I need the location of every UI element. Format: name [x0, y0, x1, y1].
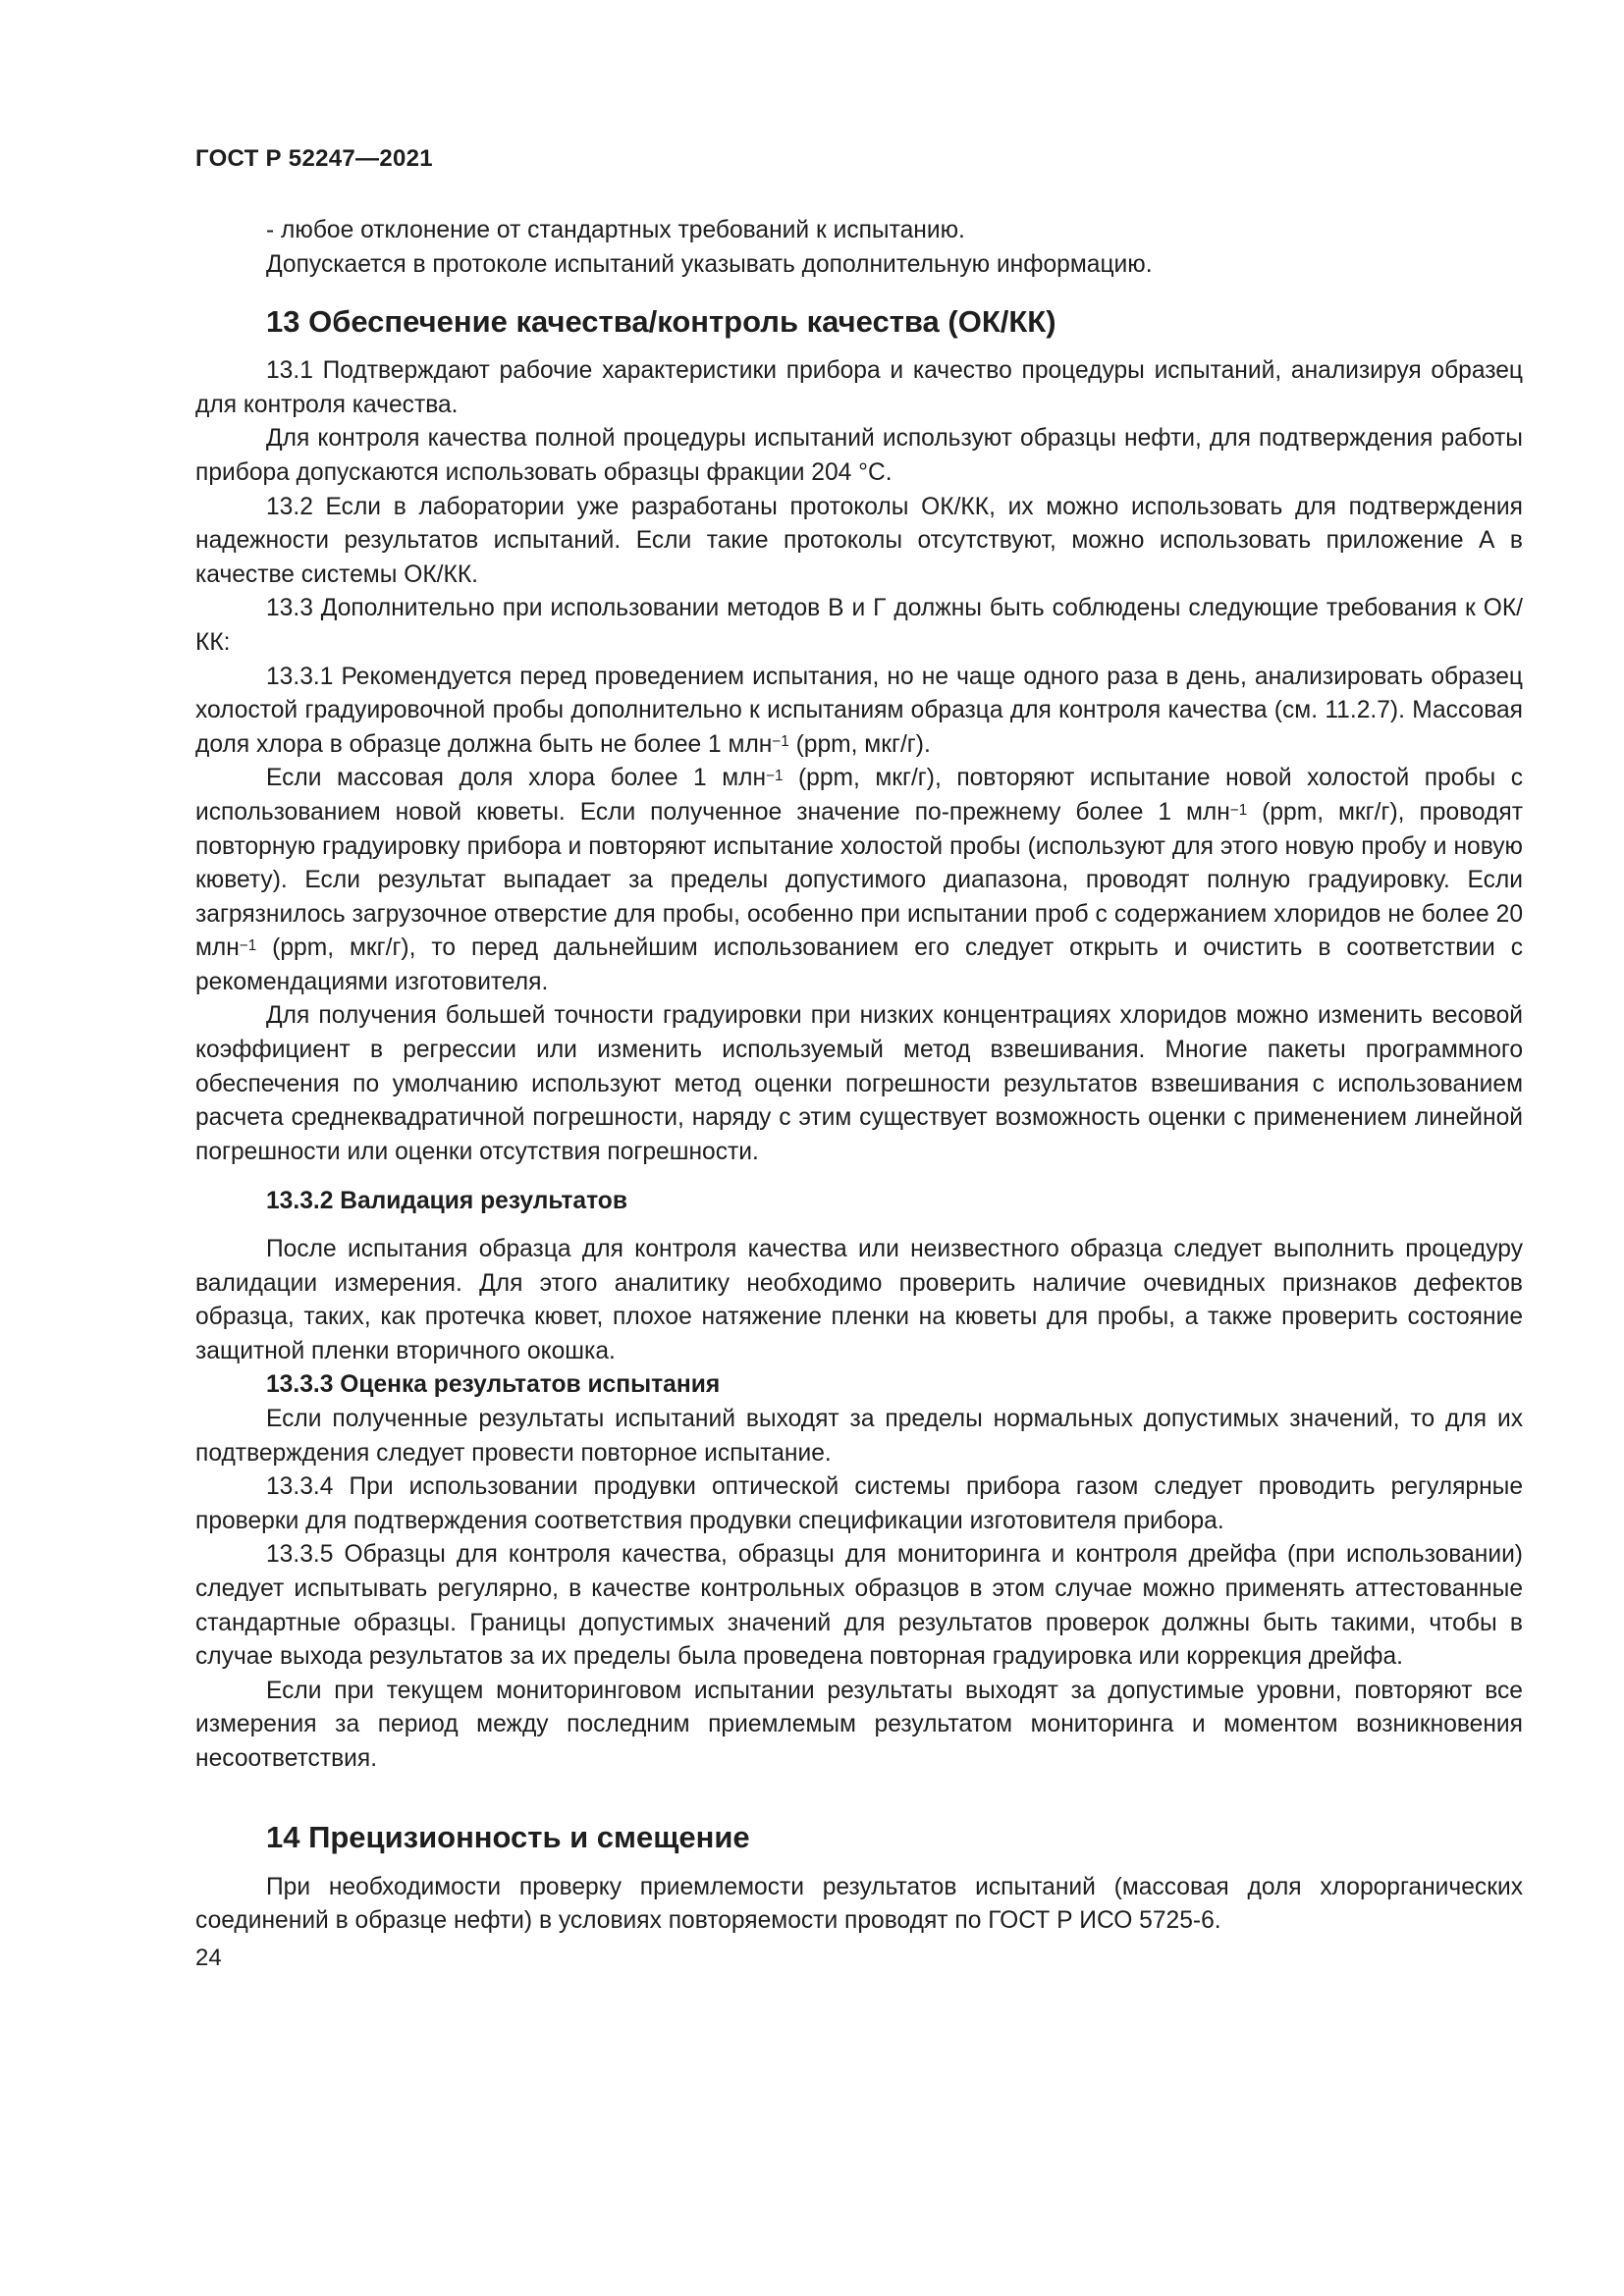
document-code-header: ГОСТ Р 52247—2021	[195, 145, 433, 172]
subsection-13-3-2-heading: 13.3.2 Валидация результатов	[266, 1188, 627, 1215]
paragraph-calibration-precision: Для получения большей точности градуировки при низких концентрациях хлоридов можно изменить весовой коэффициент в регрессии или изменить используемый метод взвешивания. Многие пакеты программного обеспечения по умолчанию используют метод оценки погрешности результатов взвешивания с использованием расчета среднеквадратичной погрешности, наряду с этим существует возможность оценки с применением линейной погрешности или оценки отсутствия погрешности.	[195, 1002, 1523, 1165]
paragraph-blank-sample	[195, 762, 1523, 999]
document-page	[195, 145, 1523, 1972]
paragraph-blank-text-1: Если массовая доля хлора более 1 млн	[266, 765, 767, 792]
paragraph-13-3-1	[195, 661, 1523, 763]
paragraph-13-3-2: После испытания образца для контроля качества или неизвестного образца следует выполнить процедуру валидации измерения. Для этого аналитику необходимо проверить наличие очевидных признаков дефектов образца, таких, как протечка кювет, плохое натяжение пленки на кюветы для пробы, а также проверить состояние защитной пленки вторичного окошка.	[195, 1236, 1523, 1364]
superscript-minus-one: −1	[772, 733, 789, 751]
paragraph-13-3-5: 13.3.5 Образцы для контроля качества, образцы для мониторинга и контроля дрейфа (при использовании) следует испытывать регулярно, в качестве контрольных образцов в этом случае можно применять аттестованные стандартные образцы. Границы допустимых значений для результатов проверок должны быть такими, чтобы в случае выхода результатов за их пределы была проведена повторная градуировка или коррекция дрейфа.	[195, 1541, 1523, 1671]
section-13-heading: 13 Обеспечение качества/контроль качества (ОК/КК)	[266, 304, 1056, 340]
paragraph-13-3: 13.3 Дополнительно при использовании методов В и Г должны быть соблюдены следующие требования к ОК/КК:	[195, 595, 1523, 656]
section-14-heading: 14 Прецизионность и смещение	[266, 1819, 750, 1854]
paragraph-13-3-1-text-2: (ppm, мкг/г).	[788, 730, 931, 758]
paragraph-blank-text-3: (ppm, мкг/г), проводят повторную градуировку прибора и повторяют испытание холостой пробы (используют для этого новую пробу и новую кювету). Если результат выпадает за пределы допустимого диапазона, проводят полную градуировку. Если загрязнилось загрузочное отверстие для пробы, особенно при испытании проб с содержанием хлоридов не более 20 млн	[195, 798, 1523, 962]
paragraph-13-3-1-text-1: 13.3.1 Рекомендуется перед проведением испытания, но не чаще одного раза в день, анализировать образец холостой градуировочной пробы дополнительно к испытаниям образца для контроля качества (см. 11.2.7). Массовая доля хлора в образце должна быть не более 1 млн	[195, 663, 1523, 758]
paragraph-blank-text-4: (ppm, мкг/г), то перед дальнейшим использованием его следует открыть и очистить в соответствии с рекомендациями изготовителя.	[195, 934, 1523, 995]
paragraph-additional-info: Допускается в протоколе испытаний указывать дополнительную информацию.	[266, 250, 1153, 278]
subsection-13-3-3-heading: 13.3.3 Оценка результатов испытания	[266, 1371, 721, 1399]
superscript-minus-one: −1	[239, 936, 257, 954]
superscript-minus-one: −1	[1229, 801, 1248, 819]
paragraph-13-3-4: 13.3.4 При использовании продувки оптической системы прибора газом следует проводить регулярные проверки для подтверждения соответствия продувки спецификации изготовителя прибора.	[195, 1473, 1523, 1534]
list-item-deviation: - любое отклонение от стандартных требований к испытанию.	[266, 217, 965, 243]
paragraph-13-1-oil-samples: Для контроля качества полной процедуры испытаний используют образцы нефти, для подтверждения работы прибора допускаются использовать образцы фракции 204 °С.	[195, 425, 1523, 486]
paragraph-monitoring: Если при текущем мониторинговом испытании результаты выходят за допустимые уровни, повторяют все измерения за период между последним приемлемым результатом мониторинга и моментом возникновения несоответствия.	[195, 1677, 1523, 1772]
paragraph-13-3-3: Если полученные результаты испытаний выходят за пределы нормальных допустимых значений, то для их подтверждения следует провести повторное испытание.	[195, 1406, 1523, 1467]
page-number: 24	[195, 1944, 222, 1971]
paragraph-blank-text-2: (ppm, мкг/г), повторяют испытание новой холостой пробы с использованием новой кюветы. Если полученное значение по-прежнему более 1 млн	[195, 765, 1523, 826]
paragraph-13-1: 13.1 Подтверждают рабочие характеристики прибора и качество процедуры испытаний, анализируя образец для контроля качества.	[195, 357, 1523, 418]
paragraph-14: При необходимости проверку приемлемости результатов испытаний (массовая доля хлорорганических соединений в образце нефти) в условиях повторяемости проводят по ГОСТ Р ИСО 5725-6.	[195, 1873, 1523, 1935]
paragraph-13-2: 13.2 Если в лаборатории уже разработаны протоколы ОК/КК, их можно использовать для подтверждения надежности результатов испытаний. Если такие протоколы отсутствуют, можно использовать приложение А в качестве системы ОК/КК.	[195, 493, 1523, 588]
superscript-minus-one: −1	[766, 767, 784, 784]
